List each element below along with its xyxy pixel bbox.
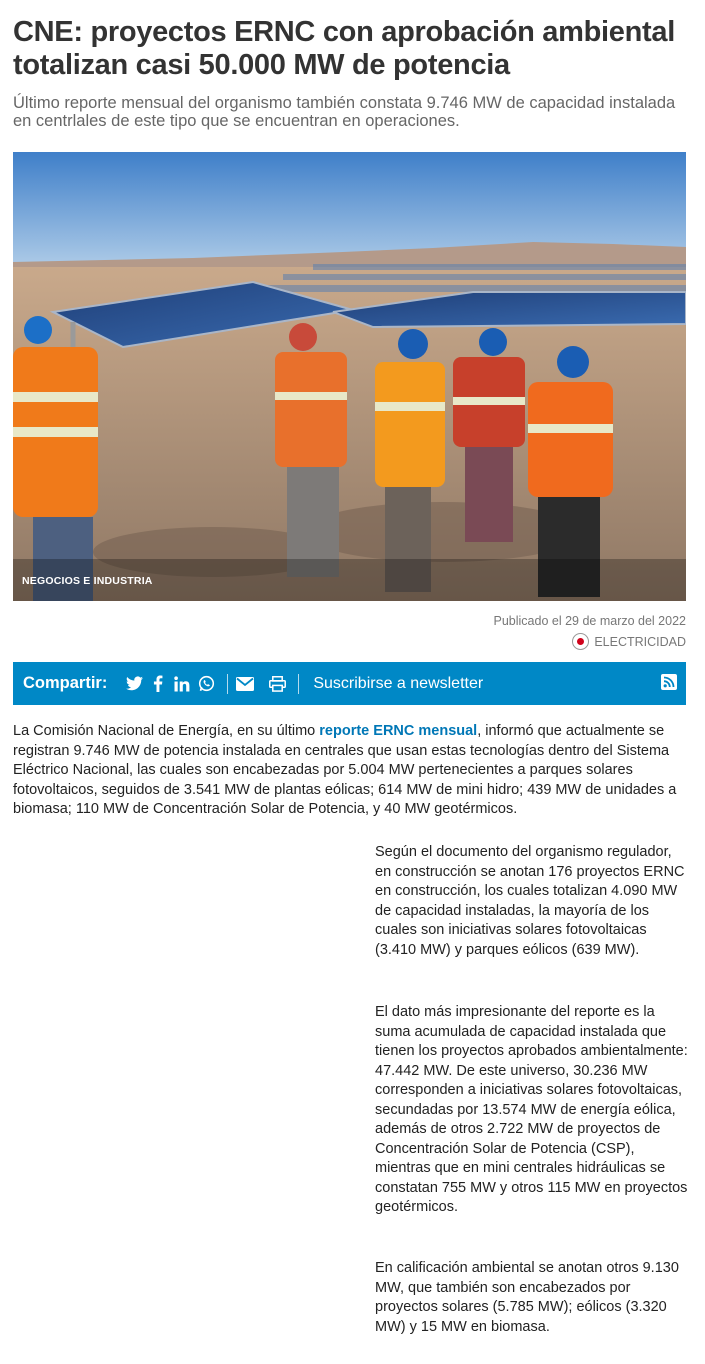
lead-text-start: La Comisión Nacional de Energía, en su último: [13, 723, 320, 739]
article-subtitle: Último reporte mensual del organismo también constata 9.746 MW de capacidad instalada en centrlales de este tipo que se encuentran en operaciones.: [13, 94, 676, 130]
email-icon[interactable]: [236, 675, 254, 693]
whatsapp-icon[interactable]: [197, 675, 215, 693]
share-bar: [13, 662, 686, 705]
hero-image: [13, 152, 686, 601]
published-date: Publicado el 29 de marzo del 2022: [493, 614, 686, 628]
share-divider: [298, 674, 299, 694]
rss-icon[interactable]: [661, 674, 677, 690]
image-category-label[interactable]: NEGOCIOS E INDUSTRIA: [22, 575, 153, 587]
twitter-icon[interactable]: [125, 675, 143, 693]
article-lead-paragraph: [13, 722, 693, 820]
article-headline: CNE: proyectos ERNC con aprobación ambiental totalizan casi 50.000 MW de potencia: [13, 16, 675, 81]
print-icon[interactable]: [268, 675, 286, 693]
category-tag[interactable]: [572, 633, 686, 650]
report-link[interactable]: reporte ERNC mensual: [319, 723, 478, 739]
category-tag-label[interactable]: ELECTRICIDAD: [594, 634, 686, 649]
newsletter-link[interactable]: Suscribirse a newsletter: [313, 674, 484, 692]
article-paragraph: En calificación ambiental se anotan otros 9.130 MW, que también son encabezados por proyectos solares (5.785 MW); eólicos (3.320 MW) y 15 MW en biomasa.: [375, 1260, 679, 1335]
record-icon: [572, 633, 589, 650]
article-paragraph: Según el documento del organismo regulador, en construcción se anotan 176 proyectos ERNC en construcción, los cuales totalizan 4.090 MW de capacidad instaladas, la mayoría de los cuales son iniciativas solares fotovoltaicas (3.410 MW) y parques eólicos (639 MW).: [375, 844, 685, 958]
article-paragraph: El dato más impresionante del reporte es la suma acumulada de capacidad instalada que tienen los proyectos aprobados ambientalmente: 47.442 MW. De este universo, 30.236 MW corresponden a iniciativas solares fotovoltaicas, secundadas por 13.574 MW de energía eólica, además de otros 2.722 MW de proyectos de Concentración Solar de Potencia (CSP), mientras que en mini centrales hidráulicas se constatan 755 MW y otros 115 MW en proyectos geotérmicos.: [375, 1004, 688, 1215]
linkedin-icon[interactable]: [173, 675, 191, 693]
facebook-icon[interactable]: [149, 675, 167, 693]
share-divider: [227, 674, 228, 694]
lead-text-end: , informó que actualmente se registran 9.746 MW de potencia instalada en centrales que usan estas tecnologías dentro del Sistema Eléctrico Nacional, las cuales son encabezadas por 5.004 MW pertenecientes a parques solares fotovoltaicos, seguidos de 3.541 MW de plantas eólicas; 614 MW de mini hidro; 439 MW de unidades a biomasa; 110 MW de Concentración Solar de Potencia, y 40 MW geotérmicos.: [13, 723, 677, 817]
share-label: Compartir:: [23, 674, 108, 692]
